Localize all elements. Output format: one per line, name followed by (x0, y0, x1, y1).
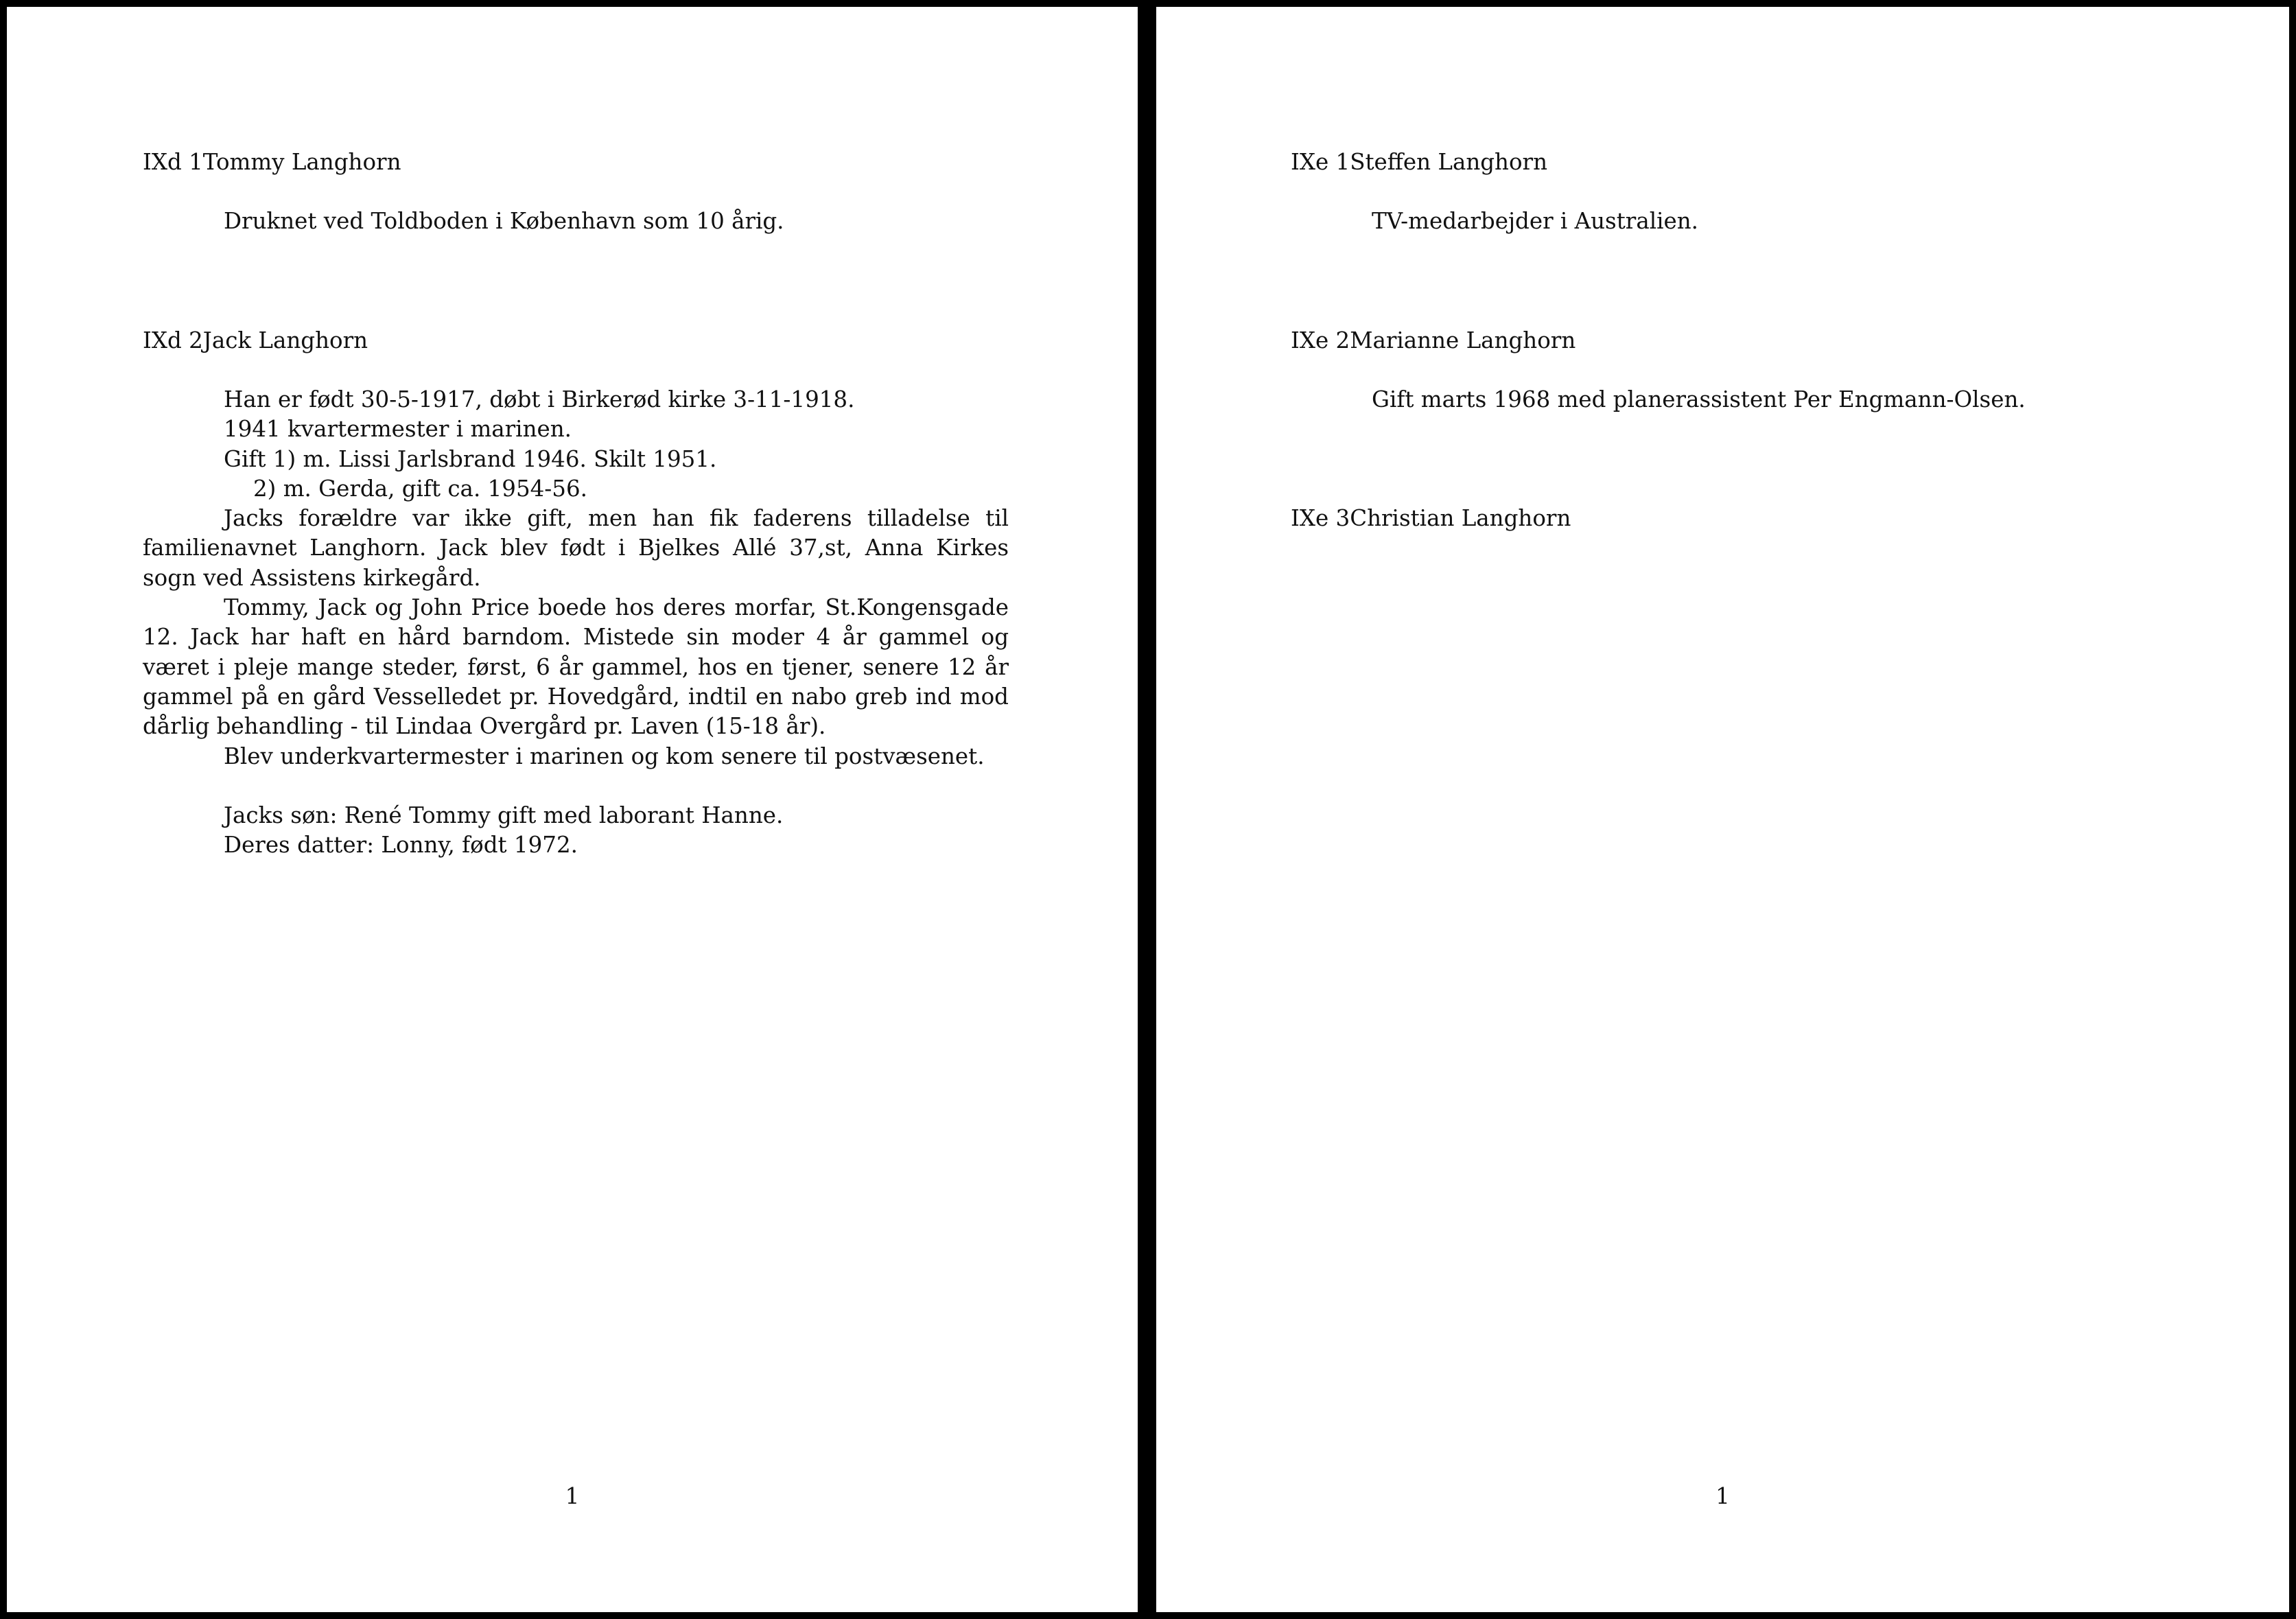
entry-text-marianne: Gift marts 1968 med planerassistent Per Engmann-Olsen. (1372, 386, 2026, 412)
daughter-line: Deres datter: Lonny, født 1972. (224, 832, 578, 859)
page-number-left: 1 (565, 1483, 580, 1509)
entry-heading-christian: IXe 3Christian Langhorn (1291, 505, 1571, 531)
entry-text-tommy: Druknet ved Toldboden i København som 10 årig. (224, 208, 784, 234)
son-line: Jacks søn: René Tommy gift med laborant Hanne. (224, 802, 784, 829)
paragraph-career: Blev underkvartermester i marinen og kom senere til postvæsenet. (224, 743, 985, 769)
paragraph-parents: Jacks forældre var ikke gift, men han fik faderens tilladelse til familienavnet Langhorn. Jack blev født i Bjelkes Allé 37,st, Anna Kirkes sogn ved Assistens kirkegård. (143, 505, 1009, 591)
marriage-line-2: 2) m. Gerda, gift ca. 1954-56. (253, 475, 587, 502)
paragraph-childhood: Tommy, Jack og John Price boede hos deres morfar, St.Kongensgade 12. Jack har haft en hård barndom. Mistede sin moder 4 år gammel og været i pleje mange steder, først, 6 år gammel, hos en tjener, senere 12 år gammel på en gård Vesselledet pr. Hovedgård, indtil en nabo greb ind mod dårlig behandling - til Lindaa Overgård pr. Laven (15-18 år). (143, 594, 1009, 740)
marriage-line-1: Gift 1) m. Lissi Jarlsbrand 1946. Skilt 1951. (224, 445, 717, 472)
entry-text-steffen: TV-medarbejder i Australien. (1372, 208, 1698, 234)
page-right (1156, 7, 2289, 1612)
entry-body-jack (143, 385, 1009, 861)
birth-line: Han er født 30-5-1917, døbt i Birkerød kirke 3-11-1918. (224, 386, 855, 412)
entry-heading-steffen: IXe 1Steffen Langhorn (1291, 149, 1548, 175)
page-left (7, 7, 1138, 1612)
career-line: 1941 kvartermester i marinen. (224, 416, 572, 443)
blank-line (143, 771, 1009, 801)
page-number-right: 1 (1715, 1483, 1730, 1509)
entry-heading-tommy: IXd 1Tommy Langhorn (143, 149, 401, 175)
entry-heading-jack: IXd 2Jack Langhorn (143, 327, 368, 353)
entry-heading-marianne: IXe 2Marianne Langhorn (1291, 327, 1576, 353)
